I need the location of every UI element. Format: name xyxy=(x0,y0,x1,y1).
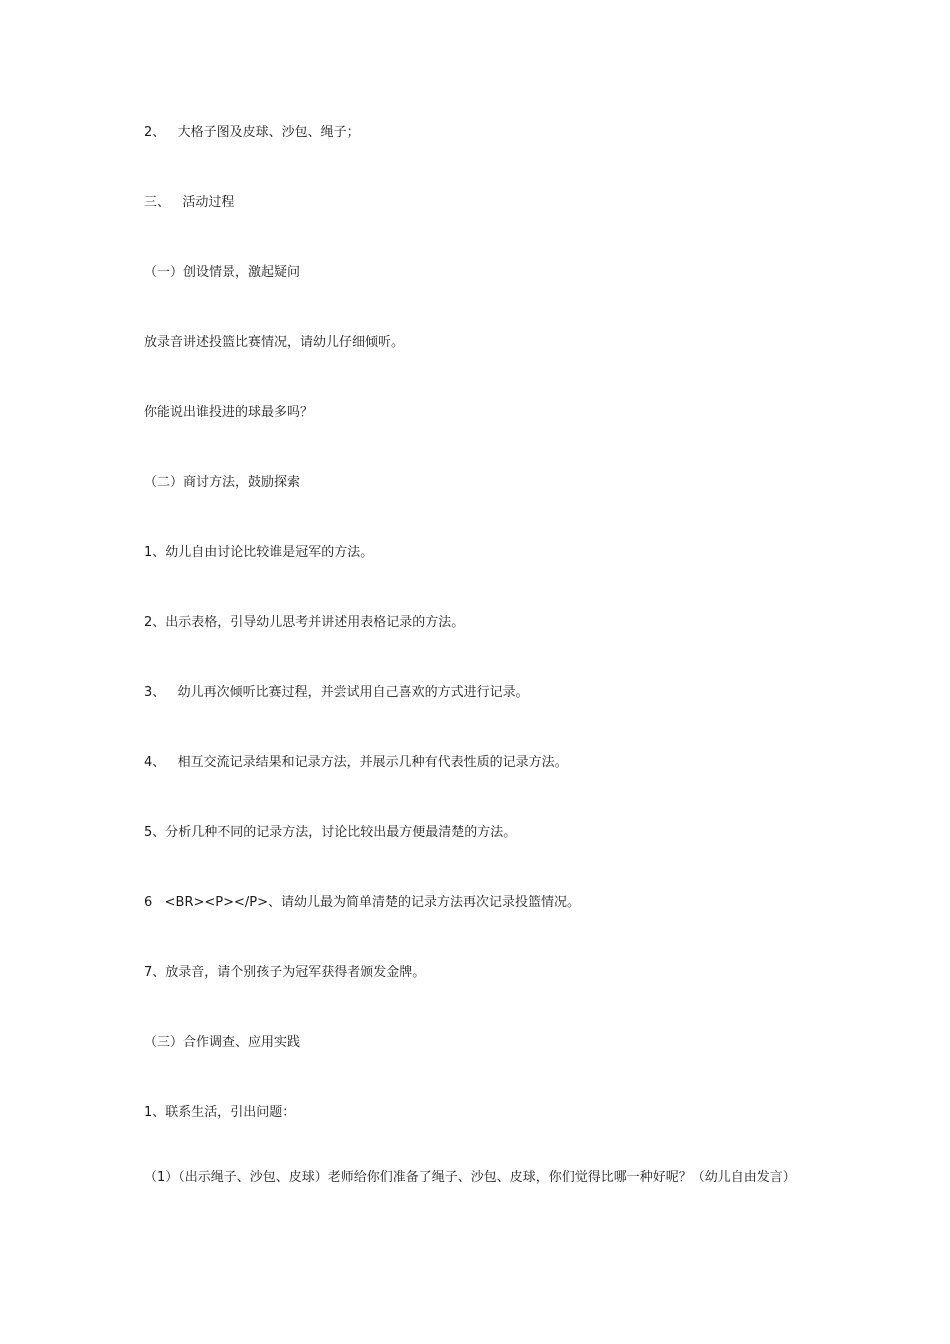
paragraph-materials-question: （1）（出示绳子、沙包、皮球）老师给你们准备了绳子、沙包、皮球，你们觉得比哪一种好呢？（幼儿自由发言） xyxy=(144,1170,796,1185)
list-item-2: 2、出示表格，引导幼儿思考并讲述用表格记录的方法。 xyxy=(144,615,465,630)
heading-activity-process: 三、 活动过程 xyxy=(144,195,235,210)
subheading-cooperative-survey: （三）合作调查、应用实践 xyxy=(144,1035,301,1050)
subheading-create-scenario: （一）创设情景，激起疑问 xyxy=(144,265,301,280)
list-item-7: 7、放录音，请个别孩子为冠军获得者颁发金牌。 xyxy=(144,965,426,980)
list-item-3: 3、 幼儿再次倾听比赛过程，并尝试用自己喜欢的方式进行记录。 xyxy=(144,685,529,700)
list-item-4: 4、 相互交流记录结果和记录方法，并展示几种有代表性质的记录方法。 xyxy=(144,755,568,770)
subheading-discuss-methods: （二）商讨方法，鼓励探索 xyxy=(144,475,301,490)
list-item-1: 1、幼儿自由讨论比较谁是冠军的方法。 xyxy=(144,545,374,560)
paragraph-play-recording: 放录音讲述投篮比赛情况，请幼儿仔细倾听。 xyxy=(144,335,405,350)
list-item-link-life: 1、联系生活，引出问题： xyxy=(144,1105,296,1120)
list-item-6: 6 <BR><P></P>、请幼儿最为简单清楚的记录方法再次记录投篮情况。 xyxy=(144,895,581,910)
paragraph-materials: 2、 大格子图及皮球、沙包、绳子； xyxy=(144,125,360,140)
paragraph-question: 你能说出谁投进的球最多吗？ xyxy=(144,405,314,420)
list-item-5: 5、分析几种不同的记录方法，讨论比较出最方便最清楚的方法。 xyxy=(144,825,517,840)
